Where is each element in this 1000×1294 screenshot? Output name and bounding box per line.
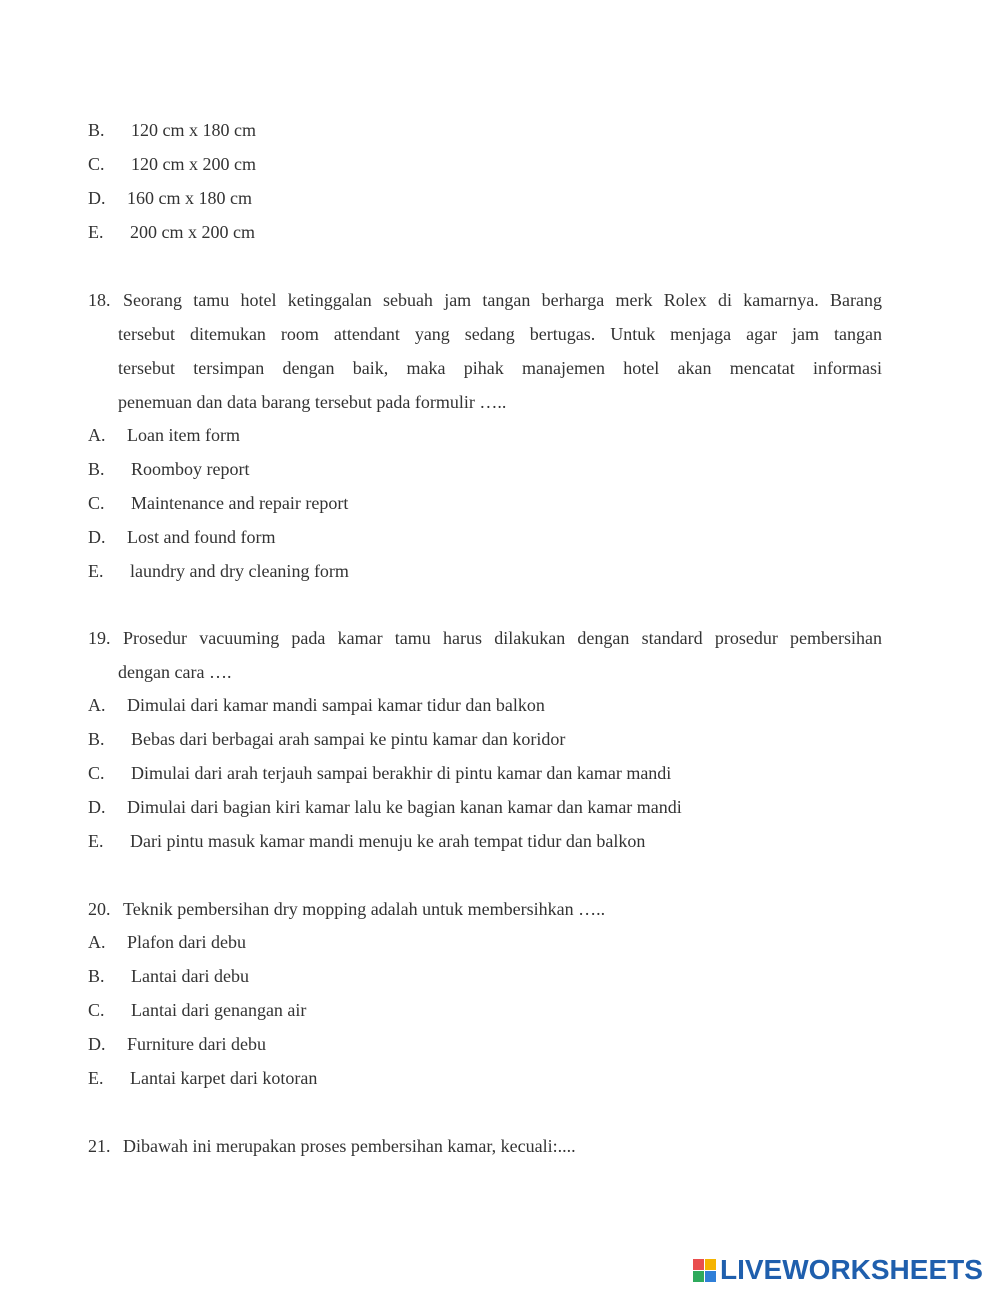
option-letter: A. bbox=[88, 932, 106, 952]
option-letter: B. bbox=[88, 729, 105, 749]
q18-line-3 bbox=[118, 357, 882, 379]
q21-text: Dibawah ini merupakan proses pembersihan kamar, kecuali:.... bbox=[123, 1136, 576, 1156]
option-text: 120 cm x 200 cm bbox=[131, 154, 256, 174]
option-text: Roomboy report bbox=[131, 459, 250, 479]
option-letter: C. bbox=[88, 154, 105, 174]
option-text: Lantai dari debu bbox=[131, 966, 249, 986]
logo-text: LIVEWORKSHEETS bbox=[720, 1254, 983, 1285]
option-letter: A. bbox=[88, 695, 106, 715]
option-letter: C. bbox=[88, 493, 105, 513]
q19-line-1 bbox=[123, 627, 882, 649]
q18-text-line: tersebut ditemukan room attendant yang sedang bertugas. Untuk menjaga agar jam tangan bbox=[118, 324, 882, 344]
option-letter: C. bbox=[88, 1000, 105, 1020]
q19-text-line: Prosedur vacuuming pada kamar tamu harus dilakukan dengan standard prosedur pembersihan bbox=[123, 628, 882, 648]
option-letter: E. bbox=[88, 561, 104, 581]
option-text: laundry and dry cleaning form bbox=[130, 561, 349, 581]
q19-line-2: dengan cara …. bbox=[118, 662, 232, 682]
q18-line-1 bbox=[123, 289, 882, 311]
liveworksheets-logo bbox=[693, 1255, 983, 1285]
q18-line-4: penemuan dan data barang tersebut pada formulir ….. bbox=[118, 392, 507, 412]
option-text: Dimulai dari arah terjauh sampai berakhir di pintu kamar dan kamar mandi bbox=[131, 763, 672, 783]
logo-mark-square bbox=[693, 1271, 704, 1282]
q18-text-line: Seorang tamu hotel ketinggalan sebuah jam tangan berharga merk Rolex di kamarnya. Barang bbox=[123, 290, 882, 310]
option-letter: E. bbox=[88, 222, 104, 242]
option-letter: B. bbox=[88, 120, 105, 140]
option-text: Dimulai dari kamar mandi sampai kamar tidur dan balkon bbox=[127, 695, 545, 715]
logo-mark-square bbox=[693, 1259, 704, 1270]
option-text: 200 cm x 200 cm bbox=[130, 222, 255, 242]
option-letter: D. bbox=[88, 1034, 106, 1054]
option-letter: D. bbox=[88, 527, 106, 547]
option-text: Lantai karpet dari kotoran bbox=[130, 1068, 318, 1088]
q19-number: 19. bbox=[88, 628, 111, 648]
option-letter: E. bbox=[88, 1068, 104, 1088]
logo-mark-square bbox=[705, 1271, 716, 1282]
option-text: Loan item form bbox=[127, 425, 240, 445]
q20-number: 20. bbox=[88, 899, 111, 919]
option-text: Dari pintu masuk kamar mandi menuju ke arah tempat tidur dan balkon bbox=[130, 831, 646, 851]
q20-text: Teknik pembersihan dry mopping adalah untuk membersihkan ….. bbox=[123, 899, 606, 919]
option-text: Furniture dari debu bbox=[127, 1034, 266, 1054]
option-letter: B. bbox=[88, 459, 105, 479]
option-text: Lost and found form bbox=[127, 527, 276, 547]
option-letter: B. bbox=[88, 966, 105, 986]
q21-number: 21. bbox=[88, 1136, 111, 1156]
q18-text-line: tersebut tersimpan dengan baik, maka pihak manajemen hotel akan mencatat informasi bbox=[118, 358, 882, 378]
q18-number: 18. bbox=[88, 290, 111, 310]
logo-mark-square bbox=[705, 1259, 716, 1270]
option-text: 120 cm x 180 cm bbox=[131, 120, 256, 140]
option-letter: D. bbox=[88, 797, 106, 817]
option-letter: C. bbox=[88, 763, 105, 783]
option-text: Dimulai dari bagian kiri kamar lalu ke bagian kanan kamar dan kamar mandi bbox=[127, 797, 682, 817]
option-text: Plafon dari debu bbox=[127, 932, 246, 952]
option-letter: D. bbox=[88, 188, 106, 208]
option-text: Bebas dari berbagai arah sampai ke pintu kamar dan koridor bbox=[131, 729, 566, 749]
option-text: 160 cm x 180 cm bbox=[127, 188, 252, 208]
q18-line-2 bbox=[118, 323, 882, 345]
option-letter: E. bbox=[88, 831, 104, 851]
option-text: Maintenance and repair report bbox=[131, 493, 349, 513]
option-letter: A. bbox=[88, 425, 106, 445]
option-text: Lantai dari genangan air bbox=[131, 1000, 307, 1020]
logo-mark-icon bbox=[693, 1259, 716, 1282]
